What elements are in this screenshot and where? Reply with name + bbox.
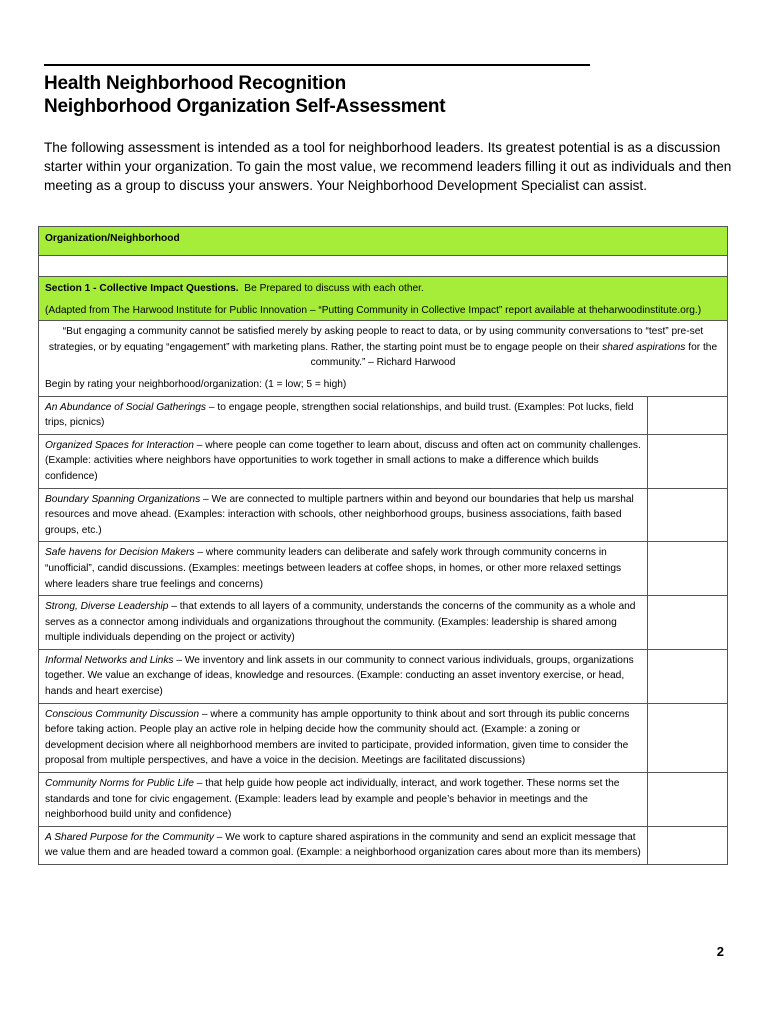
page-number: 2 bbox=[716, 944, 724, 959]
item-name: Community Norms for Public Life bbox=[45, 778, 194, 790]
intro-paragraph: The following assessment is intended as a tool for neighborhood leaders. Its greatest potential is as a discussion starter within your organization. To gain the most value, we recommend leaders filling it out as individuals and then meeting as a group to discuss your answers. Your Neighborhood Development Specialist can assist. bbox=[44, 140, 732, 193]
item-name: Safe havens for Decision Makers bbox=[45, 547, 195, 559]
document-title bbox=[44, 72, 724, 118]
org-label-cell bbox=[39, 227, 728, 256]
rating-cell[interactable] bbox=[647, 396, 727, 434]
assessment-table bbox=[38, 226, 728, 865]
item-name: Boundary Spanning Organizations bbox=[45, 493, 201, 505]
item-description: – We work to capture shared aspirations in the community and send an explicit message that we value them and are headed toward a common goal. (Example: a neighborhood organization cares about more than its members) bbox=[45, 831, 641, 859]
item-text-cell bbox=[39, 396, 648, 434]
section1-title: Section 1 - Collective Impact Questions. bbox=[45, 283, 239, 294]
item-text-cell bbox=[39, 826, 648, 864]
rating-cell[interactable] bbox=[647, 649, 727, 703]
item-text-cell bbox=[39, 434, 648, 488]
table-row bbox=[39, 596, 728, 650]
quote-cell bbox=[39, 321, 728, 396]
item-description: – that extends to all layers of a community, understands the concerns of the community as a whole and serves as a connector among individuals and organizations throughout the community. (Examples: leadership is shared among multiple individuals depending on the project or activity) bbox=[45, 601, 636, 644]
rating-cell[interactable] bbox=[647, 826, 727, 864]
item-description: – where people can come together to learn about, discuss and often act on community challenges. (Example: activities where neighbors have opportunities to work together in small actions to make a difference which builds confidence) bbox=[45, 439, 641, 482]
item-name: Organized Spaces for Interaction bbox=[45, 439, 194, 451]
item-name: An Abundance of Social Gatherings bbox=[45, 401, 207, 413]
rating-cell[interactable] bbox=[647, 488, 727, 542]
table-row bbox=[39, 434, 728, 488]
org-input-cell[interactable] bbox=[39, 256, 728, 277]
item-description: – where community leaders can deliberate and safely work through community concerns in “unofficial”, candid discussions. (Examples: meetings between leaders at coffee shops, in homes, or other more relaxed settings where leaders share true feelings and concerns) bbox=[45, 547, 622, 590]
title-line-2: Neighborhood Organization Self-Assessment bbox=[44, 96, 446, 117]
item-description: – that help guide how people act individually, interact, and work together. These norms set the standards and tone for civic engagement. (Example: leaders lead by example and people’s behavior in meetings and the neighborhood build unity and confidence) bbox=[45, 778, 620, 821]
item-name: Conscious Community Discussion bbox=[45, 708, 199, 720]
table-row bbox=[39, 773, 728, 827]
org-label: Organization/Neighborhood bbox=[45, 233, 180, 244]
item-description: – We are connected to multiple partners within and beyond our boundaries that help us marshal resources and move ahead. (Examples: interaction with schools, other neighborhood groups, business associations, faith based groups, etc.) bbox=[45, 493, 634, 536]
item-text-cell bbox=[39, 773, 648, 827]
item-text-cell bbox=[39, 488, 648, 542]
item-text-cell bbox=[39, 703, 648, 772]
table-row bbox=[39, 542, 728, 596]
rating-cell[interactable] bbox=[647, 542, 727, 596]
table-row bbox=[39, 703, 728, 772]
rating-cell[interactable] bbox=[647, 434, 727, 488]
title-line-1: Health Neighborhood Recognition bbox=[44, 73, 347, 94]
item-description: – where a community has ample opportunity to think about and sort through its public concerns before taking action. People play an active role in helping decide how the community should act. (Example: a zoning or development decision where all neighborhood members are invited to participate, provided information, given time to consider the proposal from multiple perspectives, and have a voice in the decision. Meetings are facilitated discussions) bbox=[45, 708, 630, 767]
rating-instruction: Begin by rating your neighborhood/organization: (1 = low; 5 = high) bbox=[45, 378, 347, 390]
item-name: A Shared Purpose for the Community bbox=[45, 831, 214, 843]
section1-subtitle: Be Prepared to discuss with each other. bbox=[244, 283, 424, 294]
section1-adapted: (Adapted from The Harwood Institute for Public Innovation – “Putting Community in Collective Impact” report available at theharwoodinstitute.org.) bbox=[45, 304, 702, 316]
item-text-cell bbox=[39, 596, 648, 650]
top-rule bbox=[44, 64, 590, 66]
table-row bbox=[39, 488, 728, 542]
harwood-quote: “But engaging a community cannot be satisfied merely by asking people to react to data, or by using community conversations to “test” pre-set strategies, or by equating “engagement” with marketing plans. Rather, the starting point must be to engage people on their shared aspirations for the community.” – Richard Harwood bbox=[48, 326, 718, 369]
item-name: Strong, Diverse Leadership bbox=[45, 601, 169, 613]
item-description: – to engage people, strengthen social relationships, and build trust. (Examples: Pot lucks, field trips, picnics) bbox=[45, 401, 634, 429]
item-text-cell bbox=[39, 542, 648, 596]
item-description: – We inventory and link assets in our community to connect various individuals, groups, organizations together. We value an exchange of ideas, knowledge and resources. (Example: conducting an asset inventory exercise, or head, hands and heart exercise) bbox=[45, 654, 634, 698]
table-row bbox=[39, 396, 728, 434]
table-row bbox=[39, 826, 728, 864]
rating-cell[interactable] bbox=[647, 773, 727, 827]
item-name: Informal Networks and Links bbox=[45, 654, 174, 666]
rating-cell[interactable] bbox=[647, 596, 727, 650]
section1-header bbox=[39, 277, 728, 321]
rating-cell[interactable] bbox=[647, 703, 727, 772]
table-row bbox=[39, 649, 728, 703]
item-text-cell bbox=[39, 649, 648, 703]
